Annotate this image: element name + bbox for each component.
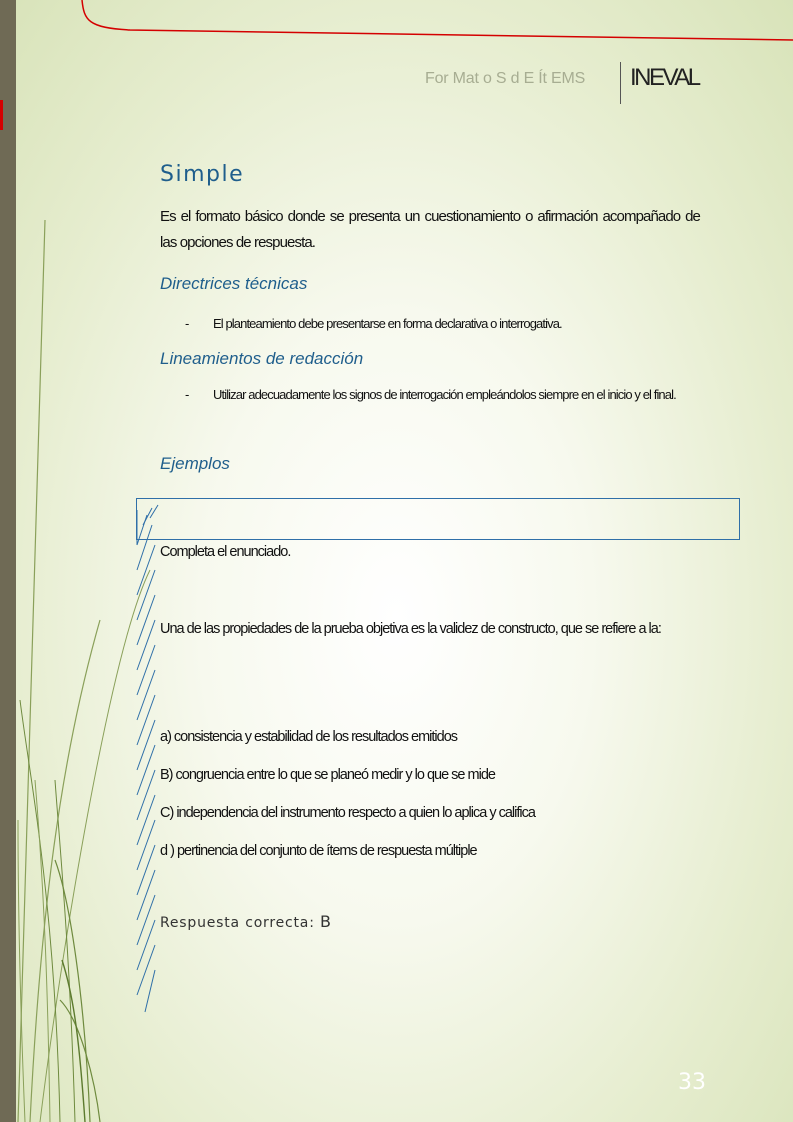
example-question: Una de las propiedades de la prueba objetiva es la validez de constructo, que se refiere a la:	[160, 621, 661, 637]
answer-label: Respuesta correcta:	[160, 915, 315, 931]
lineamientos-item-text: Utilizar adecuadamente los signos de interrogación empleándolos siempre en el inicio y el final.	[213, 387, 676, 402]
answer-value: B	[319, 912, 331, 931]
page-number: 33	[678, 1070, 706, 1095]
bullet-dash: -	[185, 316, 189, 331]
ejemplos-heading: Ejemplos	[160, 454, 230, 473]
directrices-item	[185, 310, 705, 338]
example-instruction: Completa el enunciado.	[160, 544, 291, 560]
answer-line	[160, 912, 331, 931]
option-a: a) consistencia y estabilidad de los resultados emitidos	[160, 729, 458, 745]
option-d: d ) pertinencia del conjunto de ítems de respuesta múltiple	[160, 843, 477, 859]
bullet-dash: -	[185, 387, 189, 402]
option-b: B) congruencia entre lo que se planeó medir y lo que se mide	[160, 767, 495, 783]
option-c: C) independencia del instrumento respecto a quien lo aplica y califica	[160, 805, 535, 821]
lineamientos-item	[185, 381, 705, 409]
directrices-item-text: El planteamiento debe presentarse en forma declarativa o interrogativa.	[213, 316, 562, 331]
strand-3	[40, 570, 150, 1122]
strand-4	[20, 700, 60, 1122]
example-header-box	[136, 498, 740, 540]
red-top-curve	[82, 0, 793, 40]
ineval-logo: INEVAL	[630, 64, 699, 91]
strand-2	[30, 620, 100, 1122]
directrices-heading: Directrices técnicas	[160, 274, 308, 293]
header-divider	[620, 62, 621, 104]
section-description: Es el formato básico donde se presenta un cuestionamiento o afirmación acompañado de las opciones de respuesta.	[160, 208, 700, 251]
lineamientos-heading: Lineamientos de redacción	[160, 349, 364, 368]
header-format-label: For Mat o S d E Ít EMS	[425, 70, 586, 87]
section-title: Simple	[160, 162, 245, 187]
strand-1	[18, 220, 45, 1122]
hatch-pattern	[137, 505, 158, 1012]
